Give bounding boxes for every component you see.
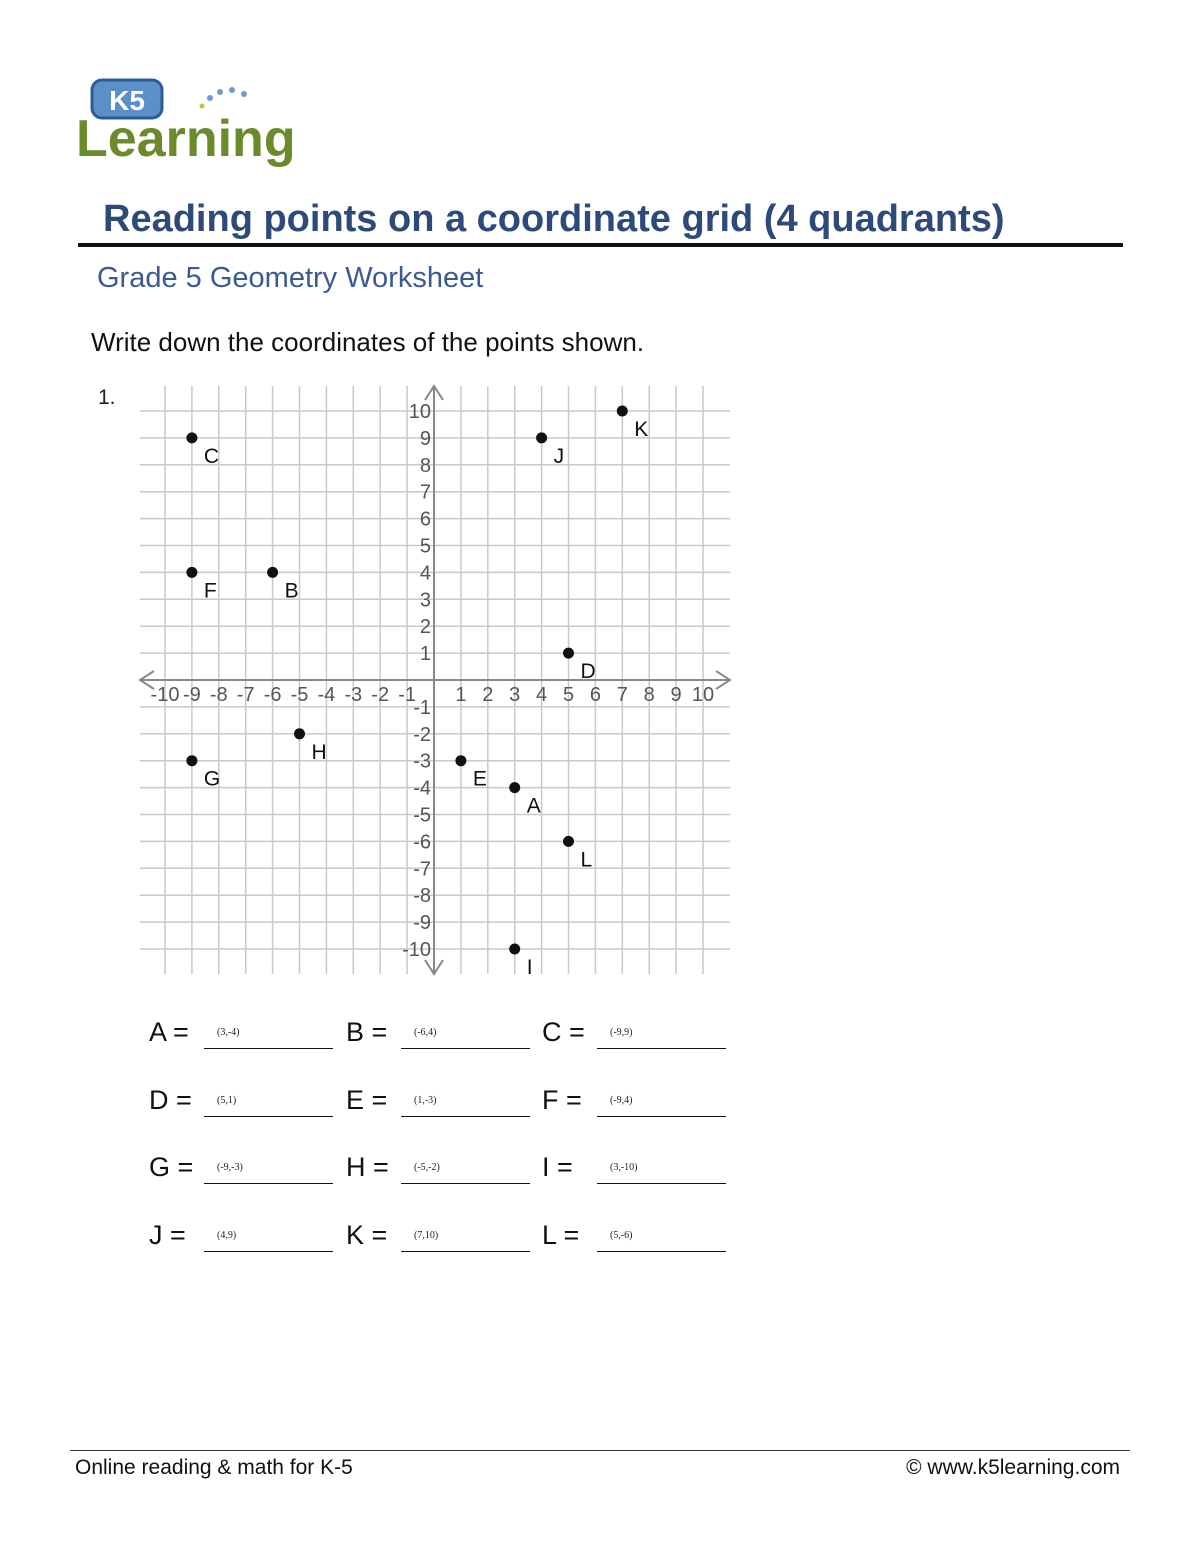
point-label-j: J: [553, 444, 565, 468]
x-tick-label: 7: [616, 684, 628, 706]
x-tick-label: 9: [670, 684, 682, 706]
answer-value: (5,-6): [610, 1230, 633, 1241]
answer-blank-line[interactable]: [597, 1116, 726, 1117]
answer-blank-line[interactable]: [401, 1183, 530, 1184]
y-tick-label: -8: [413, 885, 431, 908]
point-label-b: B: [284, 579, 299, 603]
y-tick-label: 10: [408, 401, 431, 423]
y-tick-label: -5: [413, 804, 431, 827]
answer-label: D =: [149, 1085, 192, 1115]
answer-value: (3,-4): [217, 1027, 240, 1038]
title-underline: [78, 243, 1123, 247]
answer-item: [149, 1017, 339, 1057]
footer-divider: [70, 1450, 1130, 1451]
point-label-a: A: [526, 794, 541, 818]
answer-label: G =: [149, 1152, 194, 1182]
x-tick-label: -9: [183, 684, 201, 706]
answer-label: F =: [542, 1085, 582, 1115]
x-tick-label: 3: [509, 684, 521, 706]
axes: [140, 386, 730, 974]
x-tick-label: -6: [263, 684, 282, 706]
x-tick-label: -1: [398, 684, 416, 706]
answer-blank-line[interactable]: [597, 1048, 726, 1049]
point-k: [617, 406, 628, 417]
answer-label: E =: [346, 1085, 388, 1115]
answer-label: C =: [542, 1017, 585, 1047]
x-tick-label: 8: [643, 684, 655, 706]
answer-value: (-9,-3): [217, 1162, 243, 1173]
answer-label: A =: [149, 1017, 189, 1047]
answer-label: I =: [542, 1152, 573, 1182]
answer-value: (7,10): [414, 1230, 439, 1241]
answer-item: [542, 1017, 732, 1057]
y-tick-label: 4: [419, 562, 431, 585]
data-points: [186, 406, 648, 980]
x-tick-label: 2: [482, 684, 494, 706]
answer-value: (5,1): [217, 1095, 237, 1106]
point-j: [536, 432, 547, 443]
answer-value: (3,-10): [610, 1162, 638, 1173]
y-axis-up-arrow-icon: [425, 386, 443, 400]
logo-graphic: [72, 72, 302, 172]
x-tick-label: -3: [344, 684, 363, 706]
x-tick-label: -10: [150, 684, 180, 706]
x-tick-label: -8: [209, 684, 228, 706]
grid-lines: [140, 386, 730, 974]
point-label-e: E: [472, 767, 487, 791]
point-g: [186, 755, 197, 766]
answer-blank-line[interactable]: [204, 1048, 333, 1049]
answer-item: [542, 1085, 732, 1125]
answer-value: (-6,4): [414, 1027, 437, 1038]
point-label-h: H: [311, 740, 327, 764]
point-label-g: G: [203, 767, 221, 791]
y-tick-label: -9: [413, 912, 431, 935]
y-axis-down-arrow-icon: [425, 960, 443, 974]
y-tick-label: 2: [419, 616, 431, 639]
x-tick-label: -4: [317, 684, 336, 706]
y-tick-label: -10: [402, 939, 431, 961]
answer-item: [346, 1152, 536, 1192]
answer-item: [542, 1152, 732, 1192]
point-c: [186, 432, 197, 443]
answer-item: [149, 1220, 339, 1260]
answer-value: (4,9): [217, 1230, 237, 1241]
y-tick-label: -3: [413, 750, 431, 773]
y-tick-label: 8: [419, 454, 431, 477]
answer-blank-line[interactable]: [401, 1116, 530, 1117]
point-b: [267, 567, 278, 578]
x-tick-label: 6: [589, 684, 601, 706]
x-tick-label: -5: [290, 684, 309, 706]
answer-blank-line[interactable]: [597, 1251, 726, 1252]
page-subtitle: Grade 5 Geometry Worksheet: [97, 262, 484, 294]
answer-item: [149, 1152, 339, 1192]
point-i: [509, 944, 520, 955]
point-label-d: D: [580, 660, 596, 684]
y-tick-label: 6: [419, 508, 431, 531]
y-tick-label: 9: [419, 427, 431, 450]
point-label-i: I: [526, 956, 533, 979]
y-tick-label: 3: [419, 589, 431, 612]
x-axis-left-arrow-icon: [140, 671, 154, 689]
answer-value: (1,-3): [414, 1095, 437, 1106]
x-tick-label: 5: [562, 684, 575, 706]
footer-website: © www.k5learning.com: [906, 1456, 1120, 1479]
answer-value: (-5,-2): [414, 1162, 440, 1173]
y-tick-label: -4: [413, 777, 431, 800]
answer-blank-line[interactable]: [401, 1048, 530, 1049]
x-axis-right-arrow-icon: [716, 671, 730, 689]
point-e: [455, 755, 466, 766]
point-label-l: L: [580, 848, 593, 872]
instructions: Write down the coordinates of the points shown.: [91, 327, 645, 357]
answer-item: [542, 1220, 732, 1260]
tick-labels: [151, 401, 715, 961]
answer-value: (-9,9): [610, 1027, 633, 1038]
y-tick-label: -7: [413, 858, 431, 881]
x-tick-label: 10: [691, 684, 715, 706]
answer-blank-line[interactable]: [401, 1251, 530, 1252]
answer-item: [346, 1220, 536, 1260]
x-tick-label: 4: [536, 684, 548, 706]
answer-item: [346, 1085, 536, 1125]
k5-learning-logo: [72, 72, 302, 172]
point-a: [509, 782, 520, 793]
point-d: [563, 648, 574, 659]
point-label-k: K: [634, 418, 649, 441]
y-tick-label: -1: [413, 696, 431, 719]
x-tick-label: -7: [236, 684, 255, 706]
x-tick-label: 1: [455, 684, 467, 706]
footer-tagline: Online reading & math for K-5: [75, 1456, 353, 1479]
point-l: [563, 836, 574, 847]
answer-blank-line[interactable]: [204, 1183, 333, 1184]
answer-blank-line[interactable]: [597, 1183, 726, 1184]
answer-label: K =: [346, 1220, 388, 1250]
point-label-f: F: [203, 579, 217, 603]
answer-label: J =: [149, 1220, 186, 1250]
svg-text:K5: K5: [109, 85, 145, 116]
x-tick-label: -2: [371, 684, 390, 706]
y-tick-label: 1: [419, 643, 431, 666]
page-title: Reading points on a coordinate grid (4 quadrants): [103, 198, 1005, 240]
answer-blank-line[interactable]: [204, 1116, 333, 1117]
answer-item: [346, 1017, 536, 1057]
answer-value: (-9,4): [610, 1095, 633, 1106]
answer-blank-line[interactable]: [204, 1251, 333, 1252]
point-label-c: C: [203, 444, 220, 468]
point-f: [186, 567, 197, 578]
answer-item: [149, 1085, 339, 1125]
point-h: [294, 728, 305, 739]
svg-text:Learning: Learning: [76, 110, 296, 168]
y-tick-label: -2: [413, 723, 431, 746]
answer-label: L =: [542, 1220, 580, 1250]
answer-label: H =: [346, 1152, 389, 1182]
question-number: 1.: [98, 386, 116, 409]
y-tick-label: 7: [419, 481, 431, 504]
answer-label: B =: [346, 1017, 388, 1047]
y-tick-label: 5: [419, 535, 431, 558]
y-tick-label: -6: [413, 831, 431, 854]
